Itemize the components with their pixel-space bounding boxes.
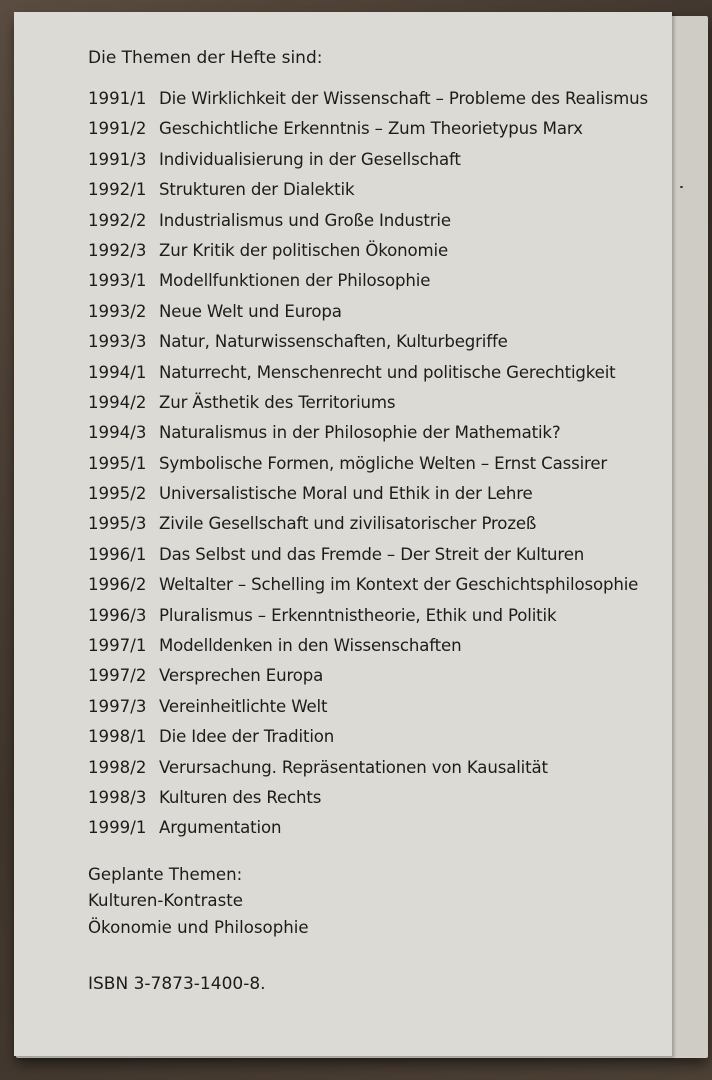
topic-issue: 1997/3 — [88, 696, 147, 716]
topic-issue: 1998/3 — [88, 787, 147, 807]
topic-title: Zur Kritik der politischen Ökonomie — [159, 240, 449, 260]
topic-row — [88, 84, 674, 114]
topic-title: Strukturen der Dialektik — [159, 180, 355, 200]
topic-title: Versprechen Europa — [159, 666, 324, 686]
topic-row — [88, 631, 674, 661]
topic-row — [88, 753, 674, 783]
topic-title: Universalistische Moral und Ethik in der Lehre — [159, 484, 533, 504]
topic-title: Argumentation — [159, 818, 282, 838]
topic-title: Natur, Naturwissenschaften, Kulturbegriffe — [159, 332, 508, 352]
topic-title: Geschichtliche Erkenntnis – Zum Theorietypus Marx — [159, 119, 583, 139]
topic-title: Das Selbst und das Fremde – Der Streit der Kulturen — [159, 544, 585, 564]
topic-issue: 1992/3 — [88, 240, 147, 260]
cover-speck — [680, 186, 683, 188]
topic-row — [88, 661, 674, 691]
topic-title: Modelldenken in den Wissenschaften — [159, 636, 462, 656]
topic-row — [88, 509, 674, 539]
topic-row — [88, 266, 674, 296]
topic-row — [88, 449, 674, 479]
topic-issue: 1991/3 — [88, 149, 147, 169]
topic-issue: 1998/2 — [88, 757, 147, 777]
topic-row — [88, 783, 674, 813]
planned-heading: Geplante Themen: — [88, 864, 243, 884]
topic-row — [88, 570, 674, 600]
topic-title: Vereinheitlichte Welt — [159, 696, 328, 716]
topic-row — [88, 145, 674, 175]
topic-issue: 1993/1 — [88, 271, 147, 291]
topic-issue: 1995/1 — [88, 453, 147, 473]
topic-issue: 1994/2 — [88, 392, 147, 412]
topic-issue: 1991/1 — [88, 89, 147, 108]
topic-issue: 1994/3 — [88, 423, 147, 443]
topic-row — [88, 297, 674, 327]
topic-issue: 1992/2 — [88, 210, 147, 230]
topic-issue: 1996/1 — [88, 544, 147, 564]
topic-issue: 1991/2 — [88, 119, 147, 139]
topic-issue: 1999/1 — [88, 818, 147, 838]
topic-title: Neue Welt und Europa — [159, 301, 342, 321]
topic-title: Die Idee der Tradition — [159, 727, 335, 747]
topics-intro: Die Themen der Hefte sind: — [88, 48, 323, 68]
topic-row — [88, 479, 674, 509]
topic-title: Individualisierung in der Gesellschaft — [159, 149, 461, 169]
topic-row — [88, 236, 674, 266]
planned-item: Ökonomie und Philosophie — [88, 917, 309, 937]
topic-row — [88, 175, 674, 205]
topic-issue: 1997/1 — [88, 636, 147, 656]
topic-title: Die Wirklichkeit der Wissenschaft – Probleme des Realismus — [159, 89, 648, 108]
topic-issue: 1995/2 — [88, 484, 147, 504]
topic-row — [88, 418, 674, 448]
topic-title: Pluralismus – Erkenntnistheorie, Ethik und Politik — [159, 605, 557, 625]
topic-title: Zur Ästhetik des Territoriums — [159, 392, 396, 412]
topic-title: Kulturen des Rechts — [159, 787, 322, 807]
topic-issue: 1994/1 — [88, 362, 147, 382]
topic-title: Modellfunktionen der Philosophie — [159, 271, 431, 291]
topic-row — [88, 540, 674, 570]
topic-row — [88, 388, 674, 418]
planned-item: Kulturen-Kontraste — [88, 891, 243, 911]
topic-title: Symbolische Formen, mögliche Welten – Ernst Cassirer — [159, 453, 608, 473]
topic-title: Zivile Gesellschaft und zivilisatorischer Prozeß — [159, 514, 537, 534]
topic-row — [88, 722, 674, 752]
topic-issue: 1992/1 — [88, 180, 147, 200]
planned-topics — [88, 862, 674, 942]
topic-row — [88, 114, 674, 144]
topic-title: Naturrecht, Menschenrecht und politische Gerechtigkeit — [159, 362, 616, 382]
topic-row — [88, 206, 674, 236]
topic-row — [88, 692, 674, 722]
topic-issue: 1997/2 — [88, 666, 147, 686]
topic-issue: 1993/3 — [88, 332, 147, 352]
topic-issue: 1996/3 — [88, 605, 147, 625]
cover-text — [88, 43, 674, 999]
topic-issue: 1998/1 — [88, 727, 147, 747]
topic-row — [88, 813, 674, 843]
isbn-number: ISBN 3-7873-1400-8. — [88, 974, 266, 995]
topic-issue: 1993/2 — [88, 301, 147, 321]
topic-list — [88, 84, 674, 844]
topic-issue: 1996/2 — [88, 575, 147, 595]
topic-row — [88, 358, 674, 388]
topic-title: Naturalismus in der Philosophie der Mathematik? — [159, 423, 561, 443]
topic-row — [88, 601, 674, 631]
topic-title: Verursachung. Repräsentationen von Kausalität — [159, 757, 548, 777]
topic-title: Weltalter – Schelling im Kontext der Geschichtsphilosophie — [159, 575, 639, 595]
topic-row — [88, 327, 674, 357]
topic-title: Industrialismus und Große Industrie — [159, 210, 451, 230]
topic-issue: 1995/3 — [88, 514, 147, 534]
